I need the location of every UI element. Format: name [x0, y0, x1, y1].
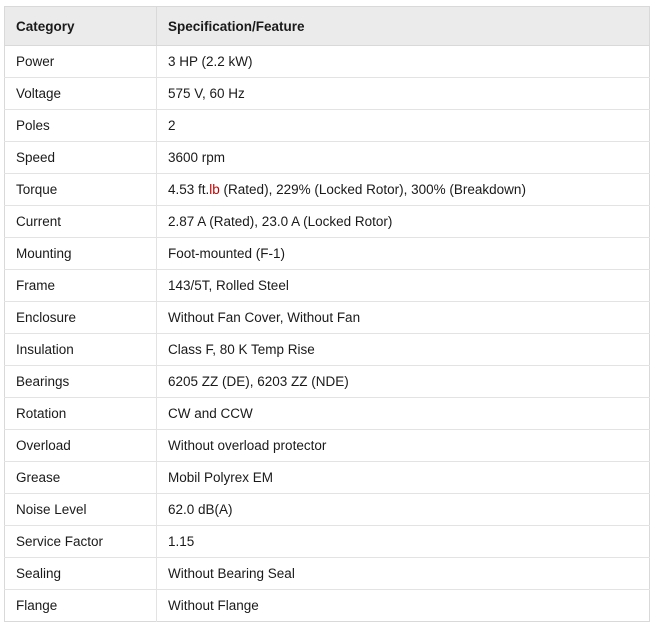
table-row — [5, 462, 650, 494]
cell-category: Insulation — [5, 334, 157, 366]
table-row — [5, 302, 650, 334]
cell-category: Frame — [5, 270, 157, 302]
cell-category: Enclosure — [5, 302, 157, 334]
cell-category: Sealing — [5, 558, 157, 590]
cell-specification: Without Fan Cover, Without Fan — [157, 302, 650, 334]
cell-category: Overload — [5, 430, 157, 462]
table-row — [5, 590, 650, 622]
highlighted-text: lb — [209, 182, 220, 197]
cell-specification: Without Bearing Seal — [157, 558, 650, 590]
column-header-specification: Specification/Feature — [157, 7, 650, 46]
cell-category: Poles — [5, 110, 157, 142]
table-row — [5, 174, 650, 206]
cell-specification: 3600 rpm — [157, 142, 650, 174]
table-row — [5, 398, 650, 430]
cell-specification: 143/5T, Rolled Steel — [157, 270, 650, 302]
cell-category: Current — [5, 206, 157, 238]
table-row — [5, 206, 650, 238]
cell-specification: Mobil Polyrex EM — [157, 462, 650, 494]
column-header-category: Category — [5, 7, 157, 46]
cell-specification: 6205 ZZ (DE), 6203 ZZ (NDE) — [157, 366, 650, 398]
cell-specification: 1.15 — [157, 526, 650, 558]
cell-category: Noise Level — [5, 494, 157, 526]
cell-category: Torque — [5, 174, 157, 206]
cell-category: Bearings — [5, 366, 157, 398]
cell-specification: CW and CCW — [157, 398, 650, 430]
table-header — [5, 7, 650, 46]
table-row — [5, 46, 650, 78]
cell-category: Rotation — [5, 398, 157, 430]
table-row — [5, 526, 650, 558]
cell-category: Service Factor — [5, 526, 157, 558]
cell-category: Speed — [5, 142, 157, 174]
cell-specification: Class F, 80 K Temp Rise — [157, 334, 650, 366]
table-row — [5, 366, 650, 398]
cell-category: Flange — [5, 590, 157, 622]
table-row — [5, 142, 650, 174]
cell-category: Mounting — [5, 238, 157, 270]
cell-specification: 2.87 A (Rated), 23.0 A (Locked Rotor) — [157, 206, 650, 238]
table-header-row — [5, 7, 650, 46]
table-row — [5, 558, 650, 590]
cell-specification: 62.0 dB(A) — [157, 494, 650, 526]
motor-specification-table — [4, 6, 650, 622]
table-body — [5, 46, 650, 622]
table-row — [5, 78, 650, 110]
cell-specification: Without Flange — [157, 590, 650, 622]
table-row — [5, 334, 650, 366]
table-row — [5, 238, 650, 270]
table-row — [5, 430, 650, 462]
table-row — [5, 270, 650, 302]
cell-specification: 3 HP (2.2 kW) — [157, 46, 650, 78]
cell-category: Voltage — [5, 78, 157, 110]
cell-category: Grease — [5, 462, 157, 494]
table-row — [5, 494, 650, 526]
cell-category: Power — [5, 46, 157, 78]
cell-specification: Without overload protector — [157, 430, 650, 462]
cell-specification: 4.53 ft.lb (Rated), 229% (Locked Rotor), 300% (Breakdown) — [157, 174, 650, 206]
cell-specification: 2 — [157, 110, 650, 142]
cell-specification: 575 V, 60 Hz — [157, 78, 650, 110]
table-row — [5, 110, 650, 142]
cell-specification: Foot-mounted (F-1) — [157, 238, 650, 270]
